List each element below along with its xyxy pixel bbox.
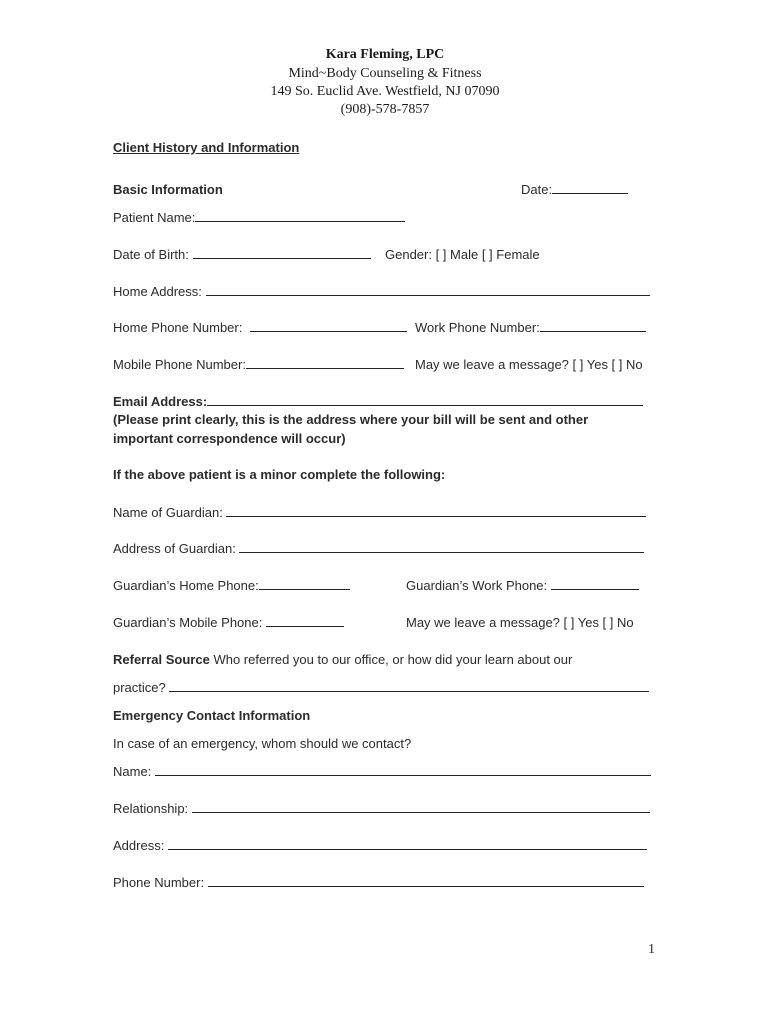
emergency-prompt: In case of an emergency, whom should we contact? — [113, 736, 412, 751]
home-address-label: Home Address: — [113, 284, 202, 299]
patient-name-blank[interactable] — [195, 210, 405, 222]
guardian-mobile-phone-blank[interactable] — [266, 615, 344, 627]
referral-text: Who referred you to our office, or how did your learn about our — [209, 652, 573, 667]
emergency-address-blank[interactable] — [168, 838, 647, 850]
work-phone-field[interactable] — [415, 320, 646, 335]
guardian-address-field[interactable] — [113, 541, 644, 556]
email-note-line2: important correspondence will occur) — [113, 431, 346, 446]
guardian-work-phone-field[interactable] — [406, 578, 639, 593]
email-blank[interactable] — [207, 394, 643, 406]
referral-line — [113, 652, 572, 667]
dob-label: Date of Birth: — [113, 247, 189, 262]
email-field[interactable] — [113, 394, 643, 409]
work-phone-label: Work Phone Number: — [415, 320, 540, 335]
date-label: Date: — [521, 182, 553, 197]
emergency-address-field[interactable] — [113, 838, 647, 853]
guardian-home-phone-label: Guardian’s Home Phone: — [113, 578, 259, 593]
work-phone-blank[interactable] — [540, 320, 646, 332]
home-phone-blank[interactable] — [250, 320, 407, 332]
emergency-name-field[interactable] — [113, 764, 651, 779]
dob-blank[interactable] — [193, 247, 371, 259]
date-field[interactable] — [521, 182, 628, 197]
emergency-phone-blank[interactable] — [208, 875, 644, 887]
gender-options[interactable]: Gender: [ ] Male [ ] Female — [385, 247, 540, 262]
guardian-mobile-phone-label: Guardian’s Mobile Phone: — [113, 615, 263, 630]
practice-phone: (908)-578-7857 — [340, 102, 430, 117]
guardian-heading: If the above patient is a minor complete the following: — [113, 467, 446, 482]
patient-name-label: Patient Name: — [113, 210, 196, 225]
mobile-phone-blank[interactable] — [246, 357, 404, 369]
emergency-address-label: Address: — [113, 838, 165, 853]
leave-message-options[interactable]: May we leave a message? [ ] Yes [ ] No — [415, 357, 643, 372]
home-phone-label: Home Phone Number: — [113, 320, 243, 335]
email-label: Email Address: — [113, 394, 208, 409]
guardian-home-phone-blank[interactable] — [259, 578, 350, 590]
dob-field[interactable] — [113, 247, 371, 262]
referral-heading: Referral Source — [113, 652, 210, 667]
email-note-line1: (Please print clearly, this is the address where your bill will be sent and other — [113, 412, 589, 427]
emergency-phone-field[interactable] — [113, 875, 644, 890]
guardian-name-label: Name of Guardian: — [113, 505, 223, 520]
form-title: Client History and Information — [113, 140, 300, 155]
guardian-address-label: Address of Guardian: — [113, 541, 236, 556]
guardian-name-field[interactable] — [113, 505, 646, 520]
referral-practice-label: practice? — [113, 680, 166, 695]
patient-name-field[interactable] — [113, 210, 405, 225]
emergency-relationship-label: Relationship: — [113, 801, 189, 816]
mobile-phone-label: Mobile Phone Number: — [113, 357, 246, 372]
practice-name: Mind~Body Counseling & Fitness — [288, 66, 482, 81]
emergency-phone-label: Phone Number: — [113, 875, 205, 890]
referral-practice-field[interactable] — [113, 680, 649, 695]
emergency-heading: Emergency Contact Information — [113, 708, 311, 723]
guardian-address-blank[interactable] — [239, 541, 644, 553]
guardian-mobile-phone-field[interactable] — [113, 615, 344, 630]
guardian-work-phone-blank[interactable] — [551, 578, 639, 590]
practice-address: 149 So. Euclid Ave. Westfield, NJ 07090 — [270, 84, 500, 99]
home-address-blank[interactable] — [206, 284, 650, 296]
emergency-relationship-blank[interactable] — [192, 801, 650, 813]
emergency-name-blank[interactable] — [155, 764, 651, 776]
page-number: 1 — [648, 942, 655, 957]
home-address-field[interactable] — [113, 284, 650, 299]
basic-info-heading: Basic Information — [113, 182, 223, 197]
emergency-relationship-field[interactable] — [113, 801, 650, 816]
mobile-phone-field[interactable] — [113, 357, 404, 372]
provider-name: Kara Fleming, LPC — [325, 47, 445, 62]
guardian-home-phone-field[interactable] — [113, 578, 350, 593]
guardian-work-phone-label: Guardian’s Work Phone: — [406, 578, 548, 593]
emergency-name-label: Name: — [113, 764, 152, 779]
guardian-message-options[interactable]: May we leave a message? [ ] Yes [ ] No — [406, 615, 634, 630]
date-blank[interactable] — [552, 182, 628, 194]
guardian-name-blank[interactable] — [226, 505, 646, 517]
referral-blank[interactable] — [169, 680, 649, 692]
home-phone-field[interactable] — [113, 320, 407, 335]
